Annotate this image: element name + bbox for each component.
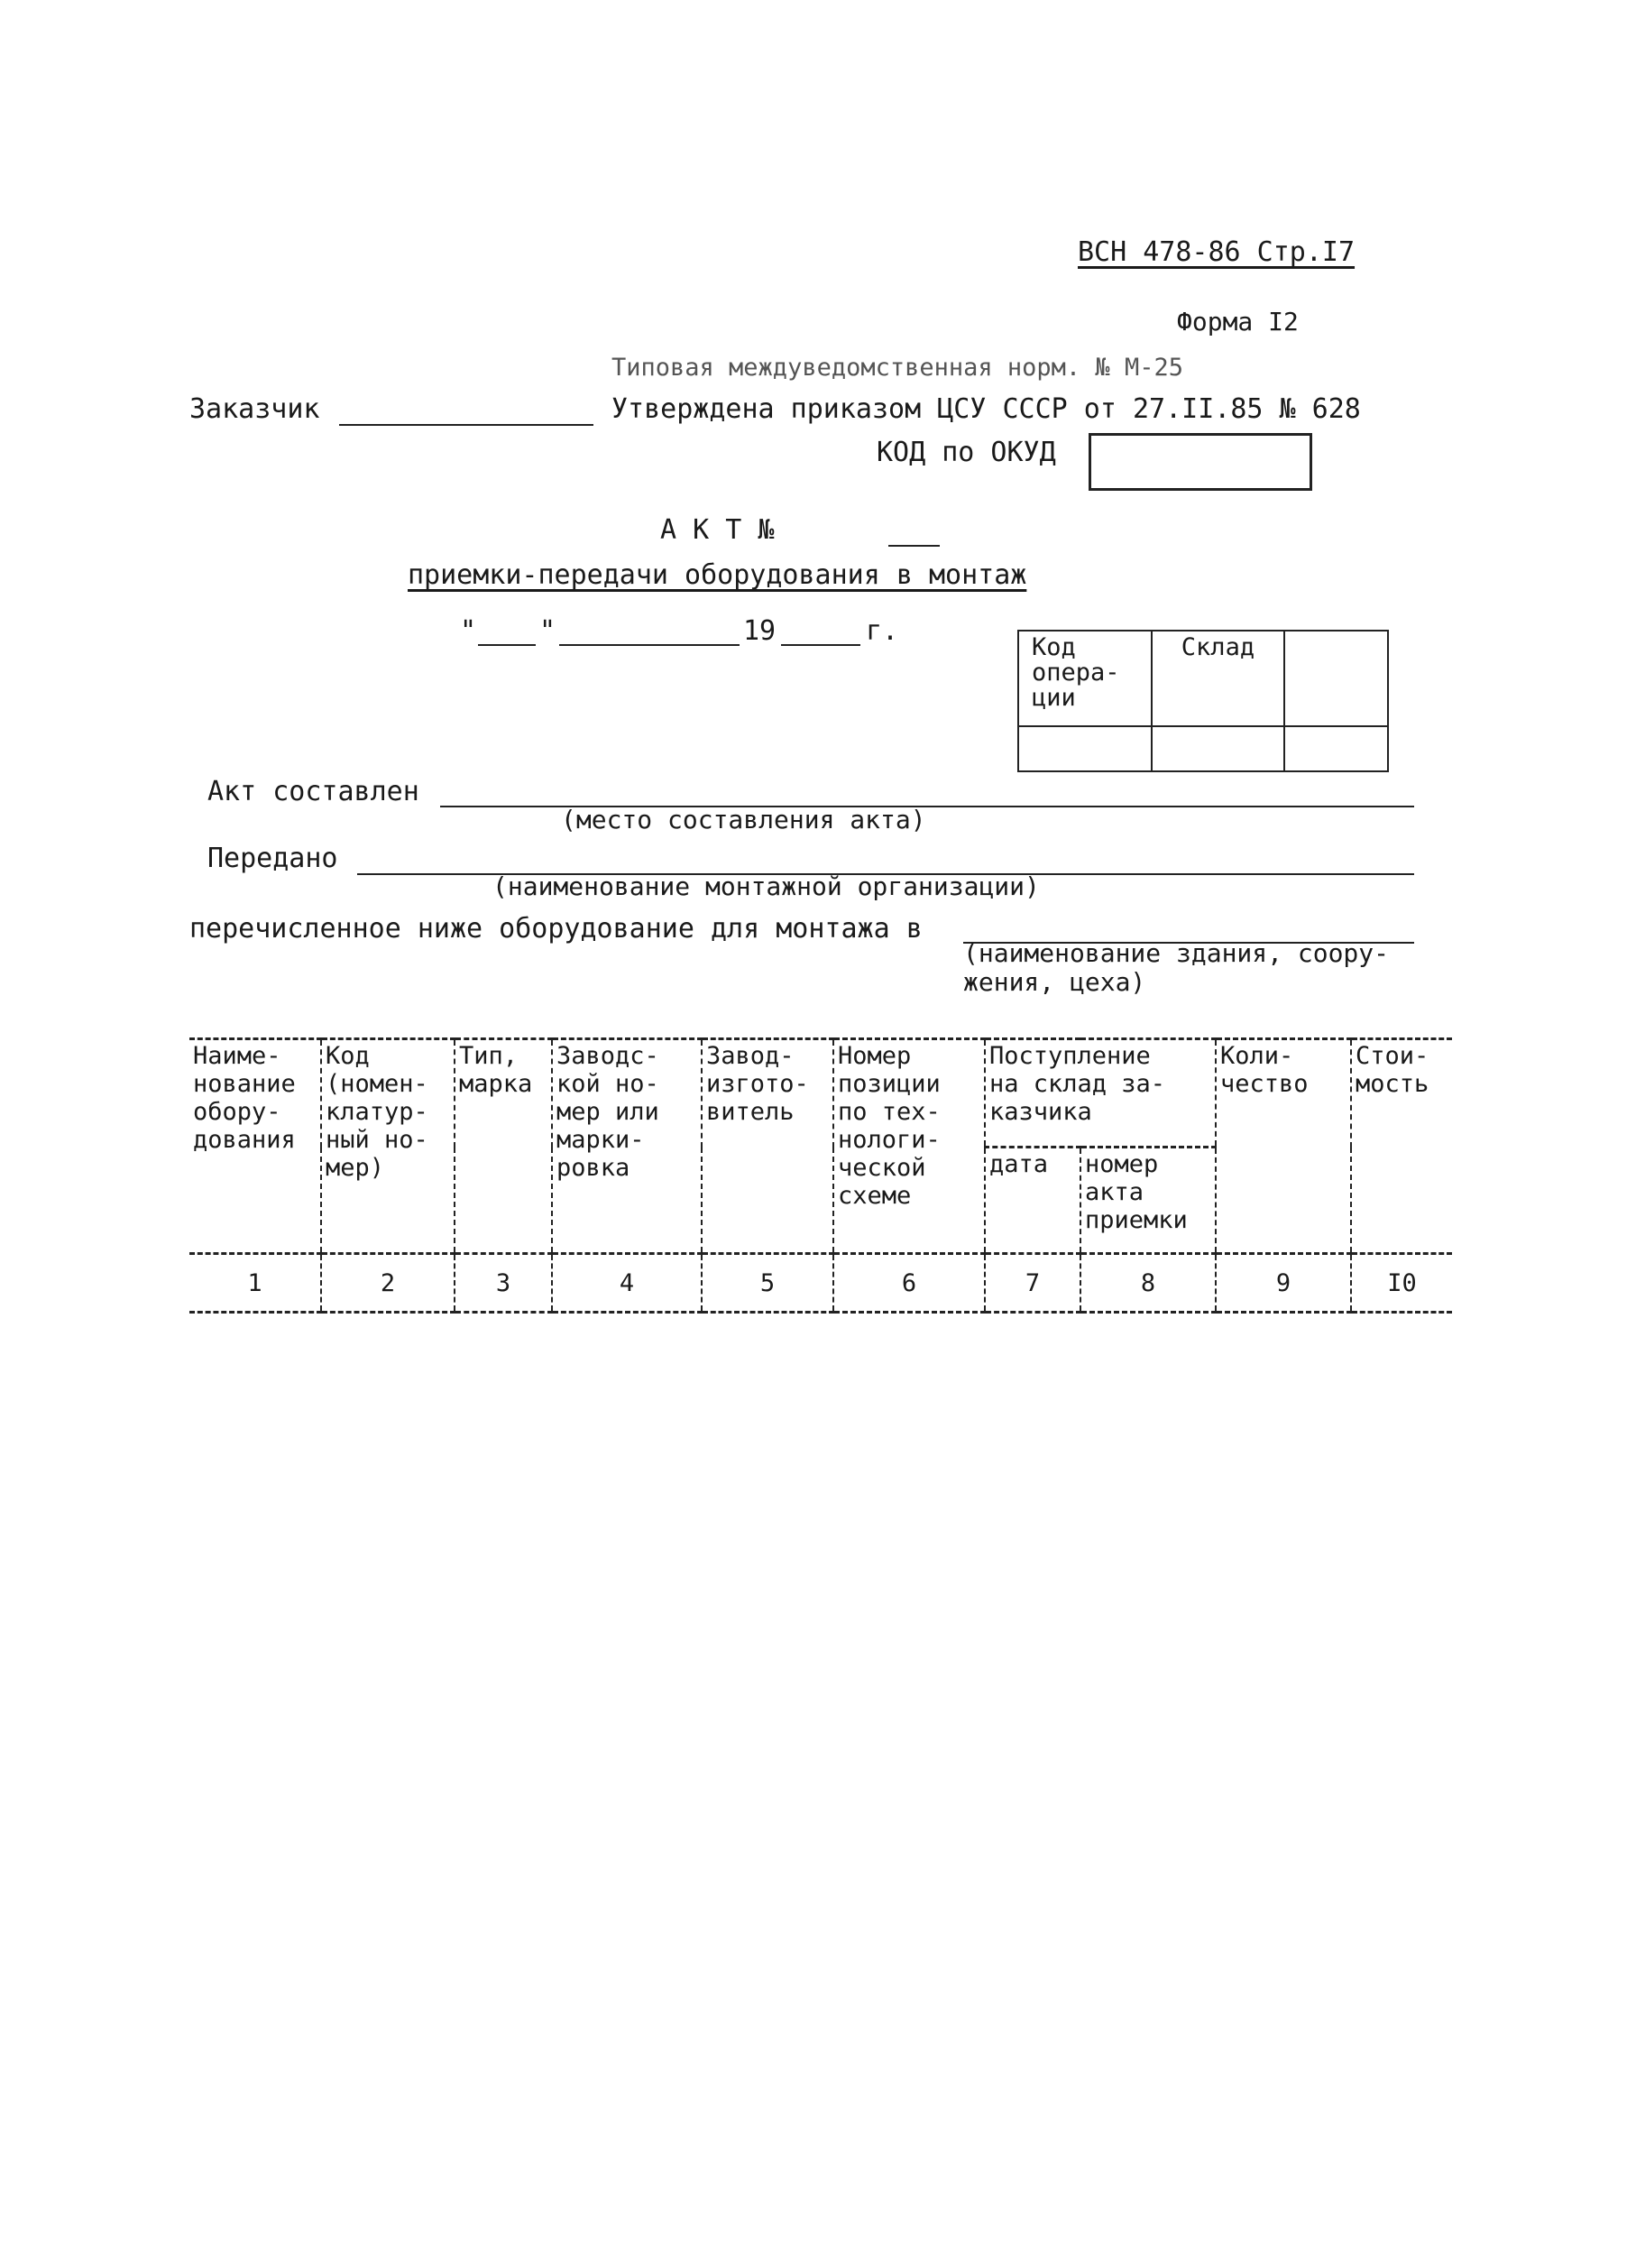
date-quote-open: " — [460, 615, 477, 647]
header-factory-number: Заводс- кой но- мер или марки- ровка — [552, 1039, 702, 1254]
customer-label: Заказчик — [189, 393, 320, 425]
header-type: Тип, марка — [455, 1039, 552, 1254]
listed-text: перечисленное ниже оборудование для монтажа в — [189, 913, 923, 945]
header-equipment-name: Наиме- нование обору- дования — [189, 1039, 321, 1254]
operation-code-cell[interactable] — [1018, 726, 1152, 771]
typical-form-note: Типовая междуведомственная норм. № М-25 — [611, 354, 1183, 382]
subheader-act-number: номер акта приемки — [1080, 1148, 1216, 1254]
extra-cell[interactable] — [1284, 726, 1388, 771]
header-code: Код (номен- клатур- ный но- мер) — [321, 1039, 455, 1254]
header-cost: Стои- мость — [1351, 1039, 1452, 1254]
operation-code-header: Код опера- ции — [1018, 631, 1152, 726]
date-suffix: г. — [866, 615, 899, 647]
listed-caption-2: жения, цеха) — [963, 967, 1146, 997]
act-subtitle: приемки-передачи оборудования в монтаж — [408, 559, 1027, 591]
act-title: А К Т № — [660, 514, 775, 546]
date-quote-close: " — [539, 615, 556, 647]
column-number: 4 — [552, 1254, 702, 1313]
document-reference: ВСН 478-86 Стр.I7 — [1078, 236, 1356, 268]
column-number: I0 — [1351, 1254, 1452, 1313]
date-year-line[interactable] — [781, 644, 860, 646]
form-number: Форма I2 — [1177, 307, 1299, 337]
act-number-line[interactable] — [888, 545, 940, 547]
header-position-number: Номер позиции по тех- нологи- ческой схеме — [833, 1039, 985, 1254]
customer-line[interactable] — [339, 424, 593, 426]
column-number: 8 — [1080, 1254, 1216, 1313]
approval-note: Утверждена приказом ЦСУ СССР от 27.II.85 № 628 — [611, 393, 1361, 425]
column-number: 9 — [1216, 1254, 1351, 1313]
listed-caption-1: (наименование здания, соору- — [963, 938, 1390, 968]
warehouse-cell[interactable] — [1152, 726, 1284, 771]
operation-code-table — [1017, 630, 1389, 772]
column-number: 7 — [985, 1254, 1080, 1313]
header-quantity: Коли- чество — [1216, 1039, 1351, 1254]
okud-code-box[interactable] — [1089, 433, 1312, 491]
header-receipt: Поступление на склад за- казчика — [985, 1039, 1216, 1148]
composed-caption: (место составления акта) — [561, 805, 926, 834]
transferred-caption: (наименование монтажной организации) — [492, 871, 1040, 901]
column-number: 2 — [321, 1254, 455, 1313]
extra-header — [1284, 631, 1388, 726]
warehouse-header: Склад — [1152, 631, 1284, 726]
composed-label: Акт составлен — [207, 776, 419, 807]
column-number: 1 — [189, 1254, 321, 1313]
column-number: 3 — [455, 1254, 552, 1313]
okud-label: КОД по ОКУД — [877, 437, 1056, 468]
equipment-table — [189, 1037, 1452, 1314]
date-day-line[interactable] — [478, 644, 536, 646]
header-manufacturer: Завод- изгото- витель — [702, 1039, 833, 1254]
date-year-prefix: 19 — [743, 615, 777, 647]
column-number: 5 — [702, 1254, 833, 1313]
subheader-date: дата — [985, 1148, 1080, 1254]
transferred-label: Передано — [207, 843, 338, 874]
date-month-line[interactable] — [559, 644, 740, 646]
column-number: 6 — [833, 1254, 985, 1313]
